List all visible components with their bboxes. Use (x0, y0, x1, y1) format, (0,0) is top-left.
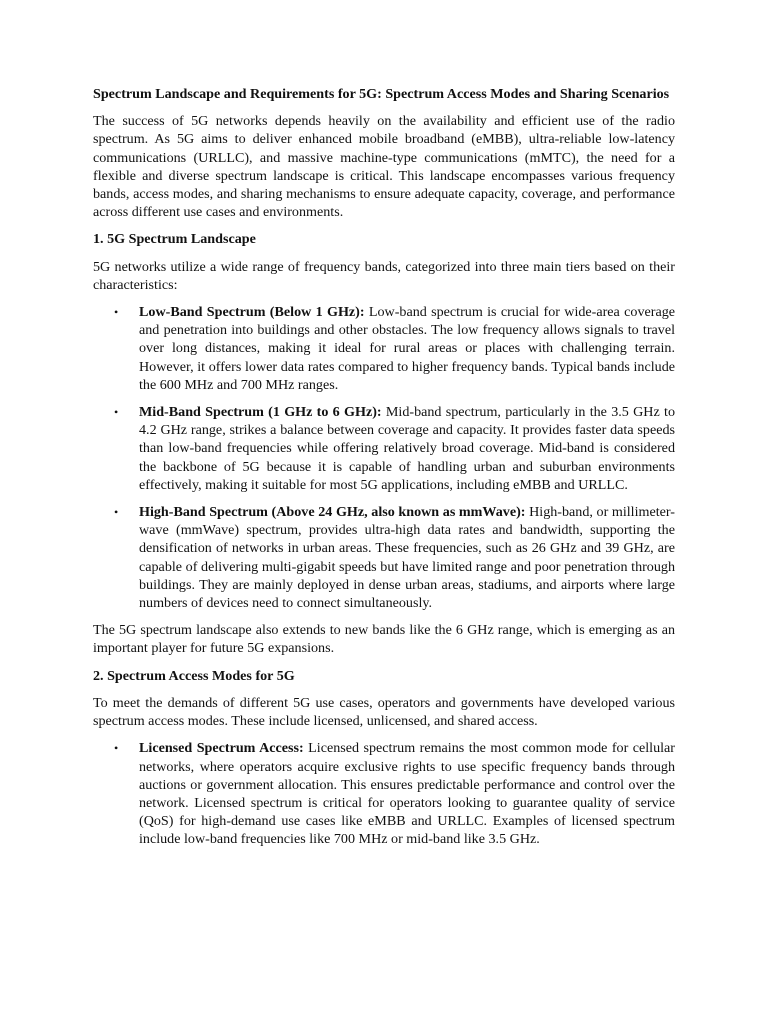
list-item-low-band (93, 303, 675, 394)
list-item-high-band (93, 503, 675, 612)
bullet-term: Low-Band Spectrum (Below 1 GHz): (139, 304, 365, 321)
bullet-term: Licensed Spectrum Access: (139, 740, 304, 757)
list-item-licensed (93, 739, 675, 848)
section-2-bullet-list (93, 739, 675, 848)
intro-paragraph: The success of 5G networks depends heavily on the availability and efficient use of the radio spectrum. As 5G aims to deliver enhanced mobile broadband (eMBB), ultra-reliable low-latency communications (URLLC), and massive machine-type communications (mMTC), the need for a flexible and diverse spectrum landscape is critical. This landscape encompasses various frequency bands, access modes, and sharing mechanisms to ensure adequate capacity, coverage, and performance across different use cases and environments. (93, 113, 675, 221)
bullet-term: High-Band Spectrum (Above 24 GHz, also known as mmWave): (139, 504, 526, 521)
document-page (93, 85, 675, 858)
bullet-term: Mid-Band Spectrum (1 GHz to 6 GHz): (139, 404, 382, 421)
bullet-text: Low-band spectrum is crucial for wide-area coverage and penetration into buildings and other obstacles. The low frequency allows signals to travel over long distances, making it ideal for rural areas or places with challenging terrain. However, it offers lower data rates compared to higher frequency bands. Typical bands include the 600 MHz and 700 MHz ranges. (139, 304, 675, 393)
bullet-text: Mid-band spectrum, particularly in the 3.5 GHz to 4.2 GHz range, strikes a balance between coverage and capacity. It provides faster data speeds than low-band frequencies while offering relatively broad coverage. Mid-band is considered the backbone of 5G because it is capable of handling urban and suburban environments effectively, making it suitable for most 5G applications, including eMBB and URLLC. (139, 404, 675, 493)
document-title: Spectrum Landscape and Requirements for 5G: Spectrum Access Modes and Sharing Scenarios (93, 86, 670, 102)
section-1-heading: 1. 5G Spectrum Landscape (93, 231, 256, 248)
bullet-icon: • (114, 405, 119, 420)
section-1-bullet-list (93, 303, 675, 612)
bullet-icon: • (114, 741, 119, 756)
bullet-text: High-band, or millimeter-wave (mmWave) spectrum, provides ultra-high data rates and bandwidth, supporting the densification of networks in urban areas. These frequencies, such as 26 GHz and 39 GHz, are capable of delivering multi-gigabit speeds but have limited range and poor penetration through buildings. They are mainly deployed in dense urban areas, stadiums, and airports where large numbers of devices need to connect simultaneously. (139, 504, 676, 612)
bullet-icon: • (114, 305, 119, 320)
section-2-heading: 2. Spectrum Access Modes for 5G (93, 667, 295, 684)
bullet-icon: • (114, 505, 119, 520)
list-item-mid-band (93, 403, 675, 494)
bullet-text: Licensed spectrum remains the most common mode for cellular networks, where operators acquire exclusive rights to use specific frequency bands through auctions or government allocation. This ensures predictable performance and control over the network. Licensed spectrum is critical for operators looking to guarantee quality of service (QoS) for high-demand use cases like eMBB and URLLC. Examples of licensed spectrum include low-band frequencies like 700 MHz or mid-band like 3.5 GHz. (139, 740, 675, 848)
section-1-outro: The 5G spectrum landscape also extends to new bands like the 6 GHz range, which is emerging as an important player for future 5G expansions. (93, 622, 675, 657)
section-1-intro: 5G networks utilize a wide range of frequency bands, categorized into three main tiers based on their characteristics: (93, 258, 675, 293)
section-2-intro: To meet the demands of different 5G use cases, operators and governments have developed various spectrum access modes. These include licensed, unlicensed, and shared access. (93, 694, 675, 730)
